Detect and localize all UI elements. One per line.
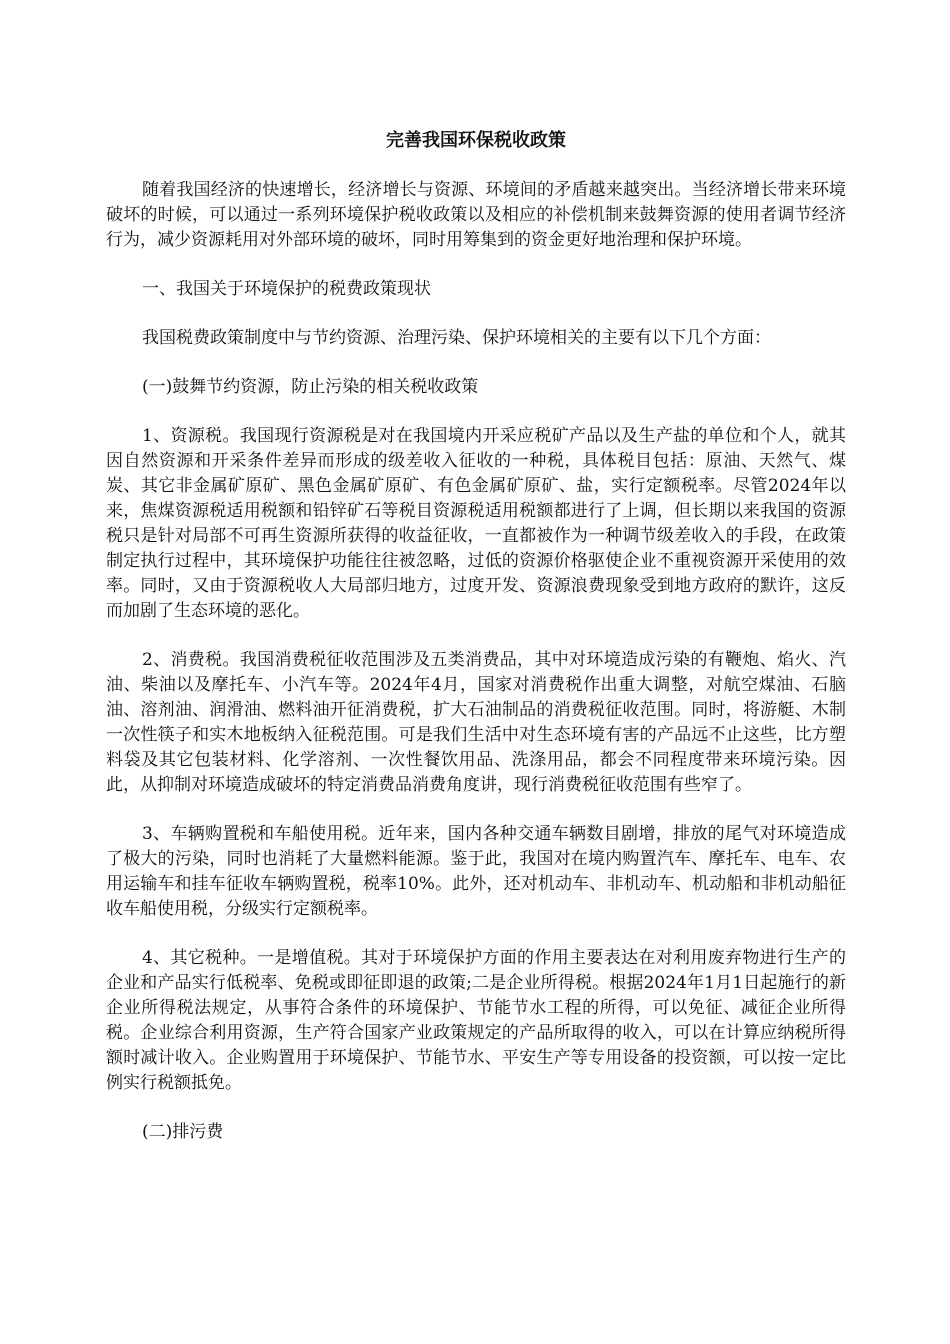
paragraph-consumption-tax: 2、消费税。我国消费税征收范围涉及五类消费品，其中对环境造成污染的有鞭炮、焰火、汽油、柴油以及摩托车、小汽车等。2024年4月，国家对消费税作出重大调整，对航空煤油、石脑油、溶剂油、润滑油、燃料油开征消费税，扩大石油制品的消费税征收范围。同时，将游艇、木制一次性筷子和实木地板纳入征税范围。可是我们生活中对生态环境有害的产品远不止这些，比方塑料袋及其它包装材料、化学溶剂、一次性餐饮用品、洗涤用品，都会不同程度带来环境污染。因此，从抑制对环境造成破坏的特定消费品消费角度讲，现行消费税征收范围有些窄了。 <box>106 650 846 795</box>
document-title: 完善我国环保税收政策 <box>386 130 566 151</box>
paragraph-other-taxes: 4、其它税种。一是增值税。其对于环境保护方面的作用主要表达在对利用废弃物进行生产的企业和产品实行低税率、免税或即征即退的政策;二是企业所得税。根据2024年1月1日起施行的新企业所得税法规定，从事符合条件的环境保护、节能节水工程的所得，可以免征、减征企业所得税。企业综合利用资源，生产符合国家产业政策规定的产品所取得的收入，可以在计算应纳税所得额时减计收入。企业购置用于环境保护、节能节水、平安生产等专用设备的投资额，可以按一定比例实行税额抵免。 <box>106 948 846 1093</box>
document-page <box>106 118 846 1169</box>
paragraph-resource-tax: 1、资源税。我国现行资源税是对在我国境内开采应税矿产品以及生产盐的单位和个人，就其因自然资源和开采条件差异而形成的级差收入征收的一种税，具体税目包括：原油、天然气、煤炭、其它非金属矿原矿、黑色金属矿原矿、有色金属矿原矿、盐，实行定额税率。尽管2024年以来，焦煤资源税适用税额和铅锌矿石等税目资源税适用税额都进行了上调，但长期以来我国的资源税只是针对局部不可再生资源所获得的收益征收，一直都被作为一种调节级差收入的手段，在政策制定执行过程中，其环境保护功能往往被忽略，过低的资源价格驱使企业不重视资源开采使用的效率。同时，又由于资源税收人大局部归地方，过度开发、资源浪费现象受到地方政府的默许，这反而加剧了生态环境的恶化。 <box>106 426 846 621</box>
paragraph-vehicle-tax: 3、车辆购置税和车船使用税。近年来，国内各种交通车辆数目剧增，排放的尾气对环境造成了极大的污染，同时也消耗了大量燃料能源。鉴于此，我国对在境内购置汽车、摩托车、电车、农用运输车和挂车征收车辆购置税，税率10%。此外，还对机动车、非机动车、机动船和非机动船征收车船使用税，分级实行定额税率。 <box>106 824 846 919</box>
subsection-heading-1: (一)鼓舞节约资源，防止污染的相关税收政策 <box>142 377 479 397</box>
paragraph-overview: 我国税费政策制度中与节约资源、治理污染、保护环境相关的主要有以下几个方面： <box>142 328 771 348</box>
section-heading-1: 一、我国关于环境保护的税费政策现状 <box>142 279 431 299</box>
subsection-heading-2: (二)排污费 <box>142 1122 224 1142</box>
paragraph-intro: 随着我国经济的快速增长，经济增长与资源、环境间的矛盾越来越突出。当经济增长带来环境破坏的时候，可以通过一系列环境保护税收政策以及相应的补偿机制来鼓舞资源的使用者调节经济行为，减少资源耗用对外部环境的破坏，同时用筹集到的资金更好地治理和保护环境。 <box>106 180 846 250</box>
